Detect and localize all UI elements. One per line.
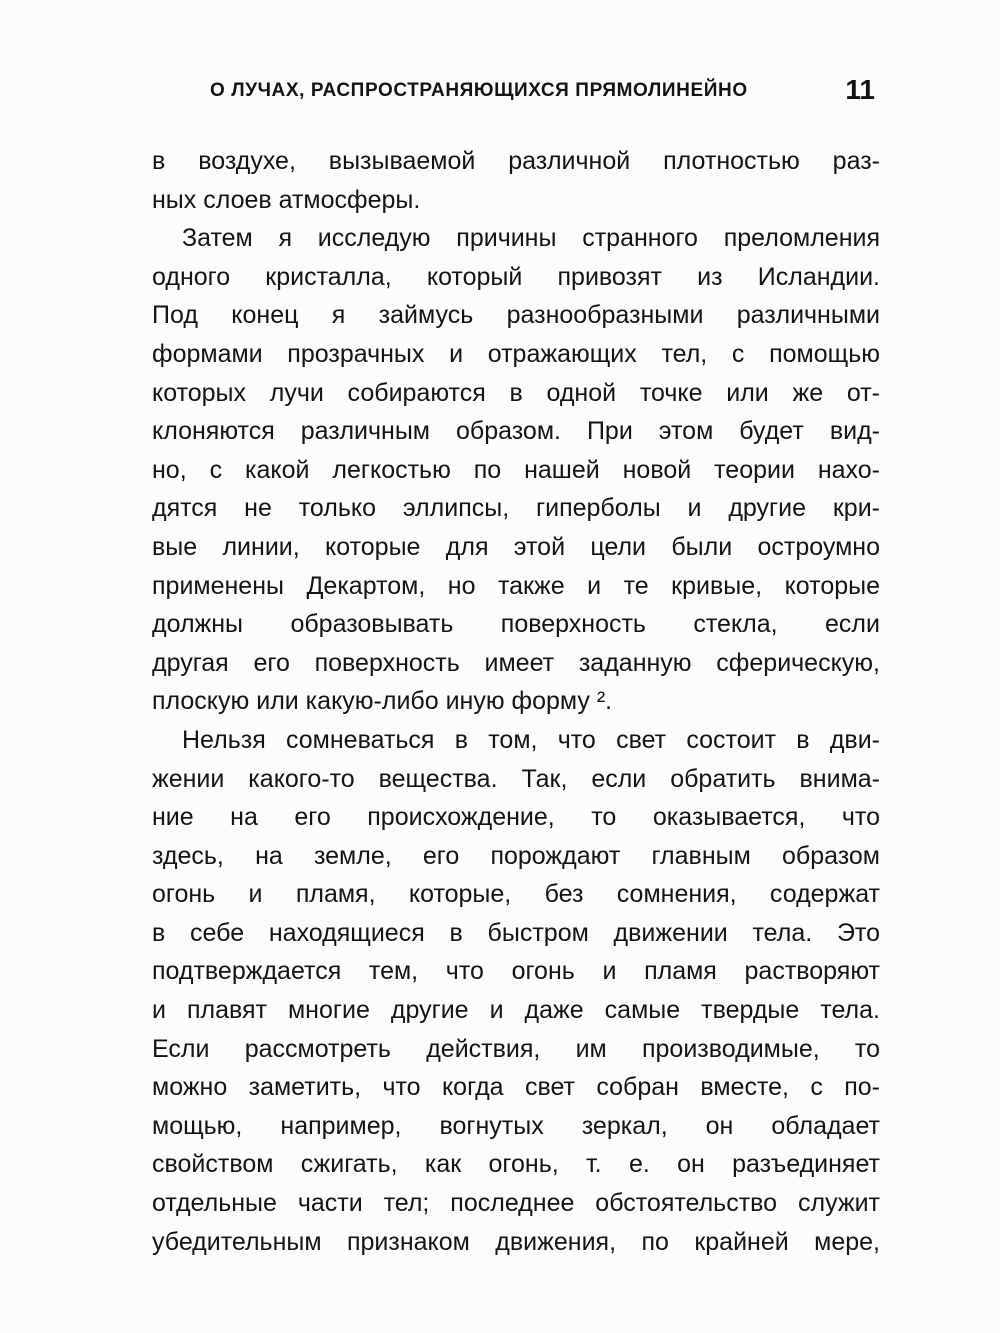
page-number: 11 [845, 74, 875, 105]
text-line: в воздухе, вызываемой различной плотностью раз- [152, 147, 880, 175]
text-line: Если рассмотреть действия, им производимые, то [152, 1034, 880, 1063]
text-line: можно заметить, что когда свет собран вместе, с по- [152, 1073, 880, 1102]
text-line: другая его поверхность имеет заданную сферическую, [152, 648, 880, 677]
paragraph [152, 721, 880, 1261]
text-line: клоняются различным образом. При этом будет вид- [152, 417, 880, 446]
paragraph [152, 219, 880, 721]
text-line: вые линии, которые для этой цели были остроумно [152, 532, 880, 561]
text-line: но, с какой легкостью по нашей новой теории нахо- [152, 455, 880, 484]
text-line: подтверждается тем, что огонь и пламя растворяют [152, 957, 880, 986]
text-line: дятся не только эллипсы, гиперболы и другие кри- [152, 494, 880, 523]
text-line: формами прозрачных и отражающих тел, с помощью [152, 339, 880, 368]
text-line: плоскую или какую-либо иную форму ². [152, 687, 613, 716]
text-line: Под конец я займусь разнообразными различными [152, 301, 880, 330]
text-line: и плавят многие другие и даже самые твердые тела. [152, 996, 880, 1025]
page-body [152, 142, 880, 1261]
text-line: Нельзя сомневаться в том, что свет состоит в дви- [182, 725, 880, 754]
text-line: которых лучи собираются в одной точке или же от- [152, 378, 880, 407]
running-title: О ЛУЧАХ, РАСПРОСТРАНЯЮЩИХСЯ ПРЯМОЛИНЕЙНО [210, 80, 748, 101]
text-line: свойством сжигать, как огонь, т. е. он разъединяет [152, 1150, 880, 1179]
text-line: Затем я исследую причины странного преломления [182, 224, 880, 253]
text-line: ние на его происхождение, то оказывается, что [152, 803, 880, 832]
text-line: должны образовывать поверхность стекла, если [152, 610, 880, 639]
paragraph [152, 142, 880, 219]
text-line: одного кристалла, который привозят из Исландии. [152, 262, 880, 291]
text-line: ных слоев атмосферы. [152, 185, 421, 214]
text-line: в себе находящиеся в быстром движении тела. Это [152, 918, 880, 947]
text-line: здесь, на земле, его порождают главным образом [152, 841, 880, 870]
text-line: отдельные части тел; последнее обстоятельство служит [152, 1189, 880, 1218]
text-line: огонь и пламя, которые, без сомнения, содержат [152, 880, 880, 909]
text-line: применены Декартом, но также и те кривые, которые [152, 571, 880, 600]
page-header [210, 74, 875, 108]
text-line: мощью, например, вогнутых зеркал, он обладает [152, 1111, 880, 1140]
text-line: жении какого-то вещества. Так, если обратить внима- [152, 764, 880, 793]
text-line: убедительным признаком движения, по крайней мере, [152, 1227, 880, 1256]
